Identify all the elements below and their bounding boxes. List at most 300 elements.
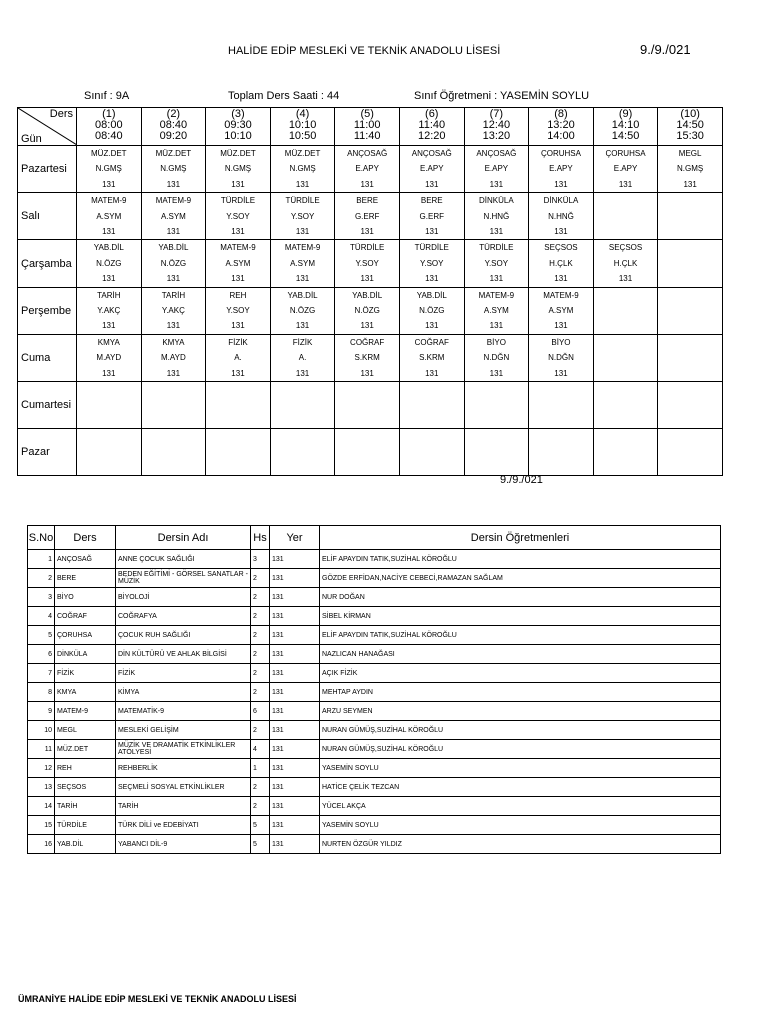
cell-ders: YAB.DİL <box>416 290 447 300</box>
schedule-cell <box>141 382 206 429</box>
lesson-ders: DİNKÜLA <box>55 645 116 664</box>
cell-ogr: A. <box>298 353 307 363</box>
cell-yer: 131 <box>618 274 633 284</box>
schedule-cell <box>399 334 464 381</box>
schedule-row <box>18 429 723 476</box>
cell-ders: ANÇOSAĞ <box>476 149 517 158</box>
lesson-no: 2 <box>28 569 55 588</box>
lesson-no: 5 <box>28 626 55 645</box>
period-no: (1) <box>102 108 116 120</box>
cell-yer: 131 <box>489 274 504 284</box>
period-end: 08:40 <box>95 130 123 142</box>
lesson-yer: 131 <box>270 683 320 702</box>
lesson-hs: 2 <box>251 645 270 664</box>
lesson-ad: BİYOLOJİ <box>116 588 251 607</box>
schedule-cell <box>77 193 142 240</box>
lesson-hs: 2 <box>251 607 270 626</box>
period-start: 11:00 <box>353 119 381 131</box>
cell-ogr: N.DĞN <box>483 353 510 363</box>
cell-ogr: N.ÖZG <box>289 306 316 316</box>
lesson-ad: MATEMATİK-9 <box>116 702 251 721</box>
class-teacher-info: Sınıf Öğretmeni : YASEMİN SOYLU <box>414 90 590 102</box>
cell-yer: 131 <box>425 321 439 331</box>
schedule-cell <box>464 287 529 334</box>
lesson-yer: 131 <box>270 588 320 607</box>
cell-ogr: N.GMŞ <box>289 164 316 174</box>
schedule-cell <box>464 146 529 193</box>
cell-ders: TÜRDİLE <box>350 243 385 253</box>
table-row <box>28 721 721 740</box>
cell-ogr: N.ÖZG <box>160 258 187 268</box>
schedule-cell <box>335 240 400 287</box>
table-row <box>28 778 721 797</box>
cell-ders: DİNKÜLA <box>479 196 514 206</box>
period-header <box>270 108 335 146</box>
cell-yer: 131 <box>295 321 310 331</box>
lesson-yer: 131 <box>270 835 320 854</box>
cell-yer: 131 <box>489 321 504 331</box>
schedule-cell <box>206 429 271 476</box>
day-name: Çarşamba <box>18 240 77 287</box>
lesson-ders: COĞRAF <box>55 607 116 626</box>
cell-ders: TARİH <box>97 290 121 300</box>
col-header-ad: Dersin Adı <box>116 526 251 550</box>
schedule-cell <box>464 429 529 476</box>
lesson-ad: DİN KÜLTÜRÜ VE AHLAK BİLGİSİ <box>116 645 251 664</box>
print-date: 9./9./021 <box>640 42 691 57</box>
schedule-cell <box>658 193 723 240</box>
cell-ogr: Y.SOY <box>226 211 250 221</box>
period-header <box>141 108 206 146</box>
cell-ogr: N.GMŞ <box>677 164 704 174</box>
cell-ders: MÜZ.DET <box>155 149 192 158</box>
period-start: 14:10 <box>611 119 640 131</box>
lesson-ders: YAB.DİL <box>55 835 116 854</box>
lesson-ad: MÜZİK VE DRAMATİK ETKİNLİKLER ATÖLYESİ <box>116 740 251 759</box>
lesson-hs: 6 <box>251 702 270 721</box>
cell-yer: 131 <box>231 179 245 189</box>
table-row <box>28 550 721 569</box>
period-end: 15:30 <box>676 130 704 142</box>
table-row <box>28 588 721 607</box>
cell-yer: 131 <box>295 227 310 237</box>
period-end: 10:50 <box>288 130 317 142</box>
lesson-ogretmen: HATİCE ÇELİK TEZCAN <box>320 778 721 797</box>
cell-yer: 131 <box>489 179 504 189</box>
schedule-cell <box>529 193 594 240</box>
lesson-ogretmen: YASEMİN SOYLU <box>320 816 721 835</box>
schedule-cell <box>399 382 464 429</box>
schedule-cell <box>593 334 658 381</box>
cell-ogr: E.APY <box>419 164 444 174</box>
table-row <box>28 816 721 835</box>
lesson-yer: 131 <box>270 797 320 816</box>
schedule-cell <box>464 334 529 381</box>
cell-ogr: N.ÖZG <box>354 306 380 316</box>
lesson-hs: 4 <box>251 740 270 759</box>
schedule-cell <box>529 146 594 193</box>
period-no: (5) <box>360 108 374 120</box>
lesson-ogretmen: YASEMİN SOYLU <box>320 759 721 778</box>
lesson-hs: 2 <box>251 797 270 816</box>
schedule-cell <box>77 240 142 287</box>
lesson-ders: KMYA <box>55 683 116 702</box>
lesson-hs: 2 <box>251 626 270 645</box>
lesson-ders: ANÇOSAĞ <box>55 550 116 569</box>
day-name: Perşembe <box>18 287 77 334</box>
cell-ders: TÜRDİLE <box>285 196 320 206</box>
schedule-cell <box>206 193 271 240</box>
cell-yer: 131 <box>489 227 504 237</box>
schedule-cell <box>658 382 723 429</box>
schedule-cell <box>270 193 335 240</box>
lesson-ad: SEÇMELİ SOSYAL ETKİNLİKLER <box>116 778 251 797</box>
cell-ders: MATEM-9 <box>478 290 515 300</box>
lesson-ders: REH <box>55 759 116 778</box>
schedule-cell <box>335 193 400 240</box>
cell-ders: YAB.DİL <box>93 243 124 253</box>
cell-ders: SEÇSOS <box>608 243 643 253</box>
lesson-ogretmen: ELİF APAYDIN TATIK,SUZİHAL KÖROĞLU <box>320 626 721 645</box>
cell-yer: 131 <box>295 179 310 189</box>
cell-yer: 131 <box>360 227 374 237</box>
lesson-ogretmen: NURAN GÜMÜŞ,SUZİHAL KÖROĞLU <box>320 721 721 740</box>
schedule-cell <box>206 287 271 334</box>
cell-yer: 131 <box>102 227 116 237</box>
lesson-no: 10 <box>28 721 55 740</box>
lesson-no: 6 <box>28 645 55 664</box>
lesson-ad: KİMYA <box>116 683 251 702</box>
lesson-ders: SEÇSOS <box>55 778 116 797</box>
cell-yer: 131 <box>360 179 374 189</box>
schedule-cell <box>270 287 335 334</box>
cell-ders: KMYA <box>97 337 120 347</box>
lesson-ogretmen: NAZLICAN HANAĞASI <box>320 645 721 664</box>
cell-yer: 131 <box>166 274 181 284</box>
cell-ders: YAB.DİL <box>158 243 189 253</box>
lesson-hs: 2 <box>251 664 270 683</box>
schedule-cell <box>77 287 142 334</box>
lesson-yer: 131 <box>270 569 320 588</box>
lesson-yer: 131 <box>270 759 320 778</box>
cell-ogr: N.GMŞ <box>160 164 187 174</box>
period-end: 09:20 <box>159 130 188 142</box>
cell-ders: COĞRAF <box>350 337 385 347</box>
period-header <box>529 108 594 146</box>
table-row <box>28 607 721 626</box>
cell-ogr: A. <box>234 353 242 363</box>
period-end: 14:50 <box>611 130 640 142</box>
cell-ogr: Y.AKÇ <box>97 306 121 316</box>
table-row <box>28 835 721 854</box>
schedule-cell <box>77 334 142 381</box>
lesson-ders: FİZİK <box>55 664 116 683</box>
lesson-ad: COĞRAFYA <box>116 607 251 626</box>
cell-ogr: N.GMŞ <box>95 164 122 174</box>
footer-school-name: ÜMRANİYE HALİDE EDİP MESLEKİ VE TEKNİK ANADOLU LİSESİ <box>18 994 297 1004</box>
col-header-yer: Yer <box>270 526 320 550</box>
schedule-cell <box>658 287 723 334</box>
lesson-no: 13 <box>28 778 55 797</box>
lesson-no: 9 <box>28 702 55 721</box>
schedule-cell <box>206 146 271 193</box>
lesson-hs: 5 <box>251 816 270 835</box>
schedule-cell <box>77 146 142 193</box>
lesson-hs: 2 <box>251 721 270 740</box>
cell-yer: 131 <box>102 368 116 378</box>
schedule-row <box>18 287 723 334</box>
cell-ders: DİNKÜLA <box>543 196 579 206</box>
schedule-cell <box>335 287 400 334</box>
col-header-ders: Ders <box>55 526 116 550</box>
lesson-ders: BERE <box>55 569 116 588</box>
cell-ogr: S.KRM <box>354 353 380 363</box>
period-end: 13:20 <box>482 130 511 142</box>
cell-ders: MATEM-9 <box>543 290 579 300</box>
lesson-ad: MESLEKİ GELİŞİM <box>116 721 251 740</box>
lesson-ad: TARİH <box>116 797 251 816</box>
lesson-ogretmen: ARZU SEYMEN <box>320 702 721 721</box>
cell-ders: ÇORUHSA <box>605 149 646 158</box>
period-header <box>464 108 529 146</box>
day-name: Cumartesi <box>18 382 77 429</box>
school-title: HALİDE EDİP MESLEKİ VE TEKNİK ANADOLU LİSESİ <box>228 45 501 57</box>
cell-ders: TARİH <box>161 290 186 300</box>
cell-yer: 131 <box>425 368 439 378</box>
lesson-yer: 131 <box>270 778 320 797</box>
lesson-ad: ANNE ÇOCUK SAĞLIĞI <box>116 550 251 569</box>
period-start: 14:50 <box>676 119 704 131</box>
lesson-no: 15 <box>28 816 55 835</box>
schedule-cell <box>399 146 464 193</box>
period-end: 14:00 <box>547 130 575 142</box>
cell-yer: 131 <box>102 321 116 331</box>
cell-ders: MATEM-9 <box>91 196 127 206</box>
cell-ogr: E.APY <box>613 164 638 174</box>
schedule-cell <box>529 382 594 429</box>
schedule-cell <box>399 287 464 334</box>
cell-yer: 131 <box>102 179 116 189</box>
lesson-ogretmen: AÇIK FİZİK <box>320 664 721 683</box>
schedule-cell <box>529 240 594 287</box>
cell-ogr: Y.SOY <box>355 258 379 268</box>
lesson-ders: ÇORUHSA <box>55 626 116 645</box>
lesson-ders: TARİH <box>55 797 116 816</box>
cell-yer: 131 <box>231 227 245 237</box>
schedule-cell <box>593 146 658 193</box>
cell-ders: SEÇSOS <box>544 243 578 253</box>
schedule-corner <box>18 108 77 146</box>
schedule-cell <box>399 429 464 476</box>
schedule-cell <box>270 382 335 429</box>
cell-ders: REH <box>229 290 247 300</box>
cell-ders: ANÇOSAĞ <box>347 149 388 158</box>
schedule-cell <box>270 240 335 287</box>
total-hours-info: Toplam Ders Saati : 44 <box>228 90 340 102</box>
period-header <box>206 108 271 146</box>
cell-ders: BİYO <box>551 337 571 347</box>
table-row <box>28 626 721 645</box>
cell-ders: MATEM-9 <box>284 243 321 253</box>
cell-yer: 131 <box>554 368 568 378</box>
schedule-cell <box>658 146 723 193</box>
cell-ders: TÜRDİLE <box>414 243 449 253</box>
period-start: 12:40 <box>482 119 511 131</box>
lesson-ogretmen: NURTEN ÖZGÜR YILDIZ <box>320 835 721 854</box>
lesson-ogretmen: ELİF APAYDIN TATIK,SUZİHAL KÖROĞLU <box>320 550 721 569</box>
cell-ders: YAB.DİL <box>287 290 318 300</box>
lesson-no: 3 <box>28 588 55 607</box>
cell-ders: ÇORUHSA <box>540 149 581 158</box>
lesson-yer: 131 <box>270 740 320 759</box>
lesson-no: 7 <box>28 664 55 683</box>
cell-yer: 131 <box>489 368 504 378</box>
lesson-hs: 2 <box>251 588 270 607</box>
schedule-cell <box>206 334 271 381</box>
cell-ders: YAB.DİL <box>352 290 383 300</box>
schedule-cell <box>270 334 335 381</box>
lesson-no: 16 <box>28 835 55 854</box>
cell-ogr: H.ÇLK <box>613 258 638 268</box>
cell-ogr: A.SYM <box>96 211 122 221</box>
period-no: (3) <box>231 108 245 120</box>
lesson-ogretmen: NUR DOĞAN <box>320 588 721 607</box>
lesson-no: 14 <box>28 797 55 816</box>
lesson-hs: 1 <box>251 759 270 778</box>
lesson-list-table <box>27 525 721 854</box>
schedule-cell <box>141 287 206 334</box>
cell-yer: 131 <box>618 179 633 189</box>
schedule-cell <box>141 334 206 381</box>
lesson-ders: MATEM-9 <box>55 702 116 721</box>
lesson-no: 4 <box>28 607 55 626</box>
period-start: 11:40 <box>418 119 446 131</box>
period-no: (8) <box>554 108 568 120</box>
lesson-ders: TÜRDİLE <box>55 816 116 835</box>
cell-yer: 131 <box>166 368 181 378</box>
schedule-row <box>18 240 723 287</box>
lesson-yer: 131 <box>270 626 320 645</box>
cell-ogr: Y.SOY <box>290 211 315 221</box>
cell-ders: BERE <box>356 196 379 206</box>
period-start: 09:30 <box>224 119 252 131</box>
schedule-cell <box>399 240 464 287</box>
cell-yer: 131 <box>554 227 568 237</box>
schedule-cell <box>206 240 271 287</box>
lesson-ogretmen: GÖZDE ERFİDAN,NACİYE CEBECİ,RAMAZAN SAĞLAM <box>320 569 721 588</box>
col-header-ogretmen: Dersin Öğretmenleri <box>320 526 721 550</box>
cell-yer: 131 <box>166 179 181 189</box>
cell-ders: FİZİK <box>292 337 313 347</box>
cell-ders: FİZİK <box>228 337 248 347</box>
cell-ogr: S.KRM <box>419 353 445 363</box>
schedule-date: 9./9./021 <box>500 474 543 486</box>
cell-yer: 131 <box>295 368 310 378</box>
table-row <box>28 740 721 759</box>
cell-ogr: Y.AKÇ <box>161 306 185 316</box>
schedule-cell <box>464 240 529 287</box>
cell-ders: BERE <box>420 196 443 206</box>
lesson-yer: 131 <box>270 702 320 721</box>
schedule-row <box>18 146 723 193</box>
cell-ders: MÜZ.DET <box>220 149 256 158</box>
cell-yer: 131 <box>425 274 439 284</box>
cell-ders: TÜRDİLE <box>220 196 256 206</box>
cell-ogr: A.SYM <box>483 306 509 316</box>
schedule-cell <box>141 146 206 193</box>
lesson-ders: MÜZ.DET <box>55 740 116 759</box>
lesson-no: 8 <box>28 683 55 702</box>
cell-yer: 131 <box>360 321 374 331</box>
class-info: Sınıf : 9A <box>84 90 130 102</box>
cell-yer: 131 <box>102 274 116 284</box>
cell-yer: 131 <box>554 179 568 189</box>
lesson-no: 1 <box>28 550 55 569</box>
cell-ogr: N.ÖZG <box>96 258 122 268</box>
period-end: 10:10 <box>224 130 252 142</box>
cell-ogr: G.ERF <box>419 211 444 221</box>
cell-ogr: E.APY <box>355 164 379 174</box>
cell-ders: TÜRDİLE <box>479 243 514 253</box>
schedule-cell <box>141 240 206 287</box>
schedule-cell <box>77 429 142 476</box>
lesson-hs: 3 <box>251 550 270 569</box>
cell-yer: 131 <box>166 321 181 331</box>
period-header <box>399 108 464 146</box>
cell-ogr: Y.SOY <box>420 258 444 268</box>
lesson-ogretmen: NURAN GÜMÜŞ,SUZİHAL KÖROĞLU <box>320 740 721 759</box>
schedule-cell <box>593 382 658 429</box>
cell-ders: MATEM-9 <box>155 196 192 206</box>
period-no: (7) <box>489 108 504 120</box>
corner-ders-label: Ders <box>49 108 73 120</box>
lesson-yer: 131 <box>270 721 320 740</box>
lesson-ad: YABANCI DİL-9 <box>116 835 251 854</box>
cell-yer: 131 <box>231 368 245 378</box>
col-header-no: S.No <box>28 526 55 550</box>
day-name: Pazar <box>18 429 77 476</box>
lesson-hs: 2 <box>251 569 270 588</box>
schedule-cell <box>593 429 658 476</box>
cell-yer: 131 <box>425 227 439 237</box>
schedule-cell <box>270 429 335 476</box>
period-header <box>335 108 400 146</box>
schedule-row <box>18 193 723 240</box>
day-name: Salı <box>18 193 77 240</box>
cell-yer: 131 <box>295 274 310 284</box>
cell-ogr: M.AYD <box>96 353 122 363</box>
cell-ogr: N.HNĞ <box>548 211 574 221</box>
schedule-cell <box>658 334 723 381</box>
table-row <box>28 702 721 721</box>
cell-ders: BİYO <box>486 337 506 347</box>
weekly-schedule-table <box>17 107 723 476</box>
lesson-ogretmen: SİBEL KİRMAN <box>320 607 721 626</box>
lesson-ogretmen: YÜCEL AKÇA <box>320 797 721 816</box>
schedule-cell <box>270 146 335 193</box>
period-no: (10) <box>680 108 700 120</box>
lesson-hs: 2 <box>251 683 270 702</box>
cell-ogr: N.HNĞ <box>483 211 510 221</box>
cell-ogr: N.DĞN <box>548 353 574 363</box>
period-start: 08:00 <box>95 119 123 131</box>
period-header <box>77 108 142 146</box>
period-header <box>658 108 723 146</box>
schedule-cell <box>335 334 400 381</box>
schedule-cell <box>141 193 206 240</box>
lesson-ders: BİYO <box>55 588 116 607</box>
schedule-cell <box>77 382 142 429</box>
